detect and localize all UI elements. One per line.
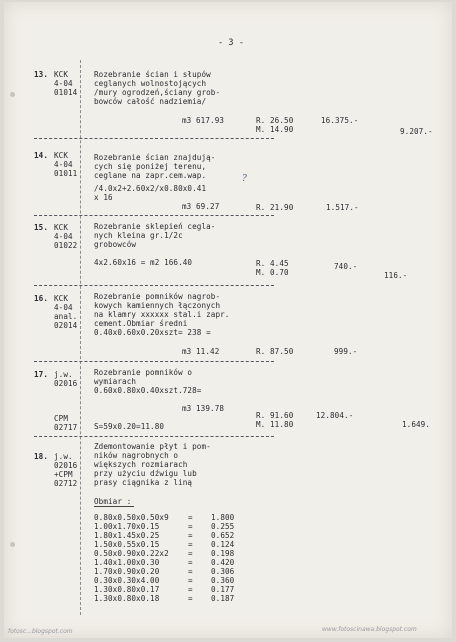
obmiar-expression: 1.30x0.80x0.18 [94,594,160,603]
obmiar-result: 0.124 [211,540,235,549]
item-code: 02712 [54,479,78,488]
obmiar-equals: = [188,540,193,549]
obmiar-equals: = [188,522,193,531]
description-line: Rozebranie pomników o [94,368,193,377]
description-line: 0.40x0.60x0.20xszt= 238 = [94,328,211,337]
description-line: Rozebranie sklepień cegla- [94,222,216,231]
description-line: Rozebranie ścian znajdują- [94,153,216,162]
obmiar-result: 0.420 [211,558,235,567]
obmiar-expression: 0.50x0.90x0.22x2 [94,549,169,558]
sum: 12.804.- [316,411,354,420]
obmiar-equals: = [188,549,193,558]
item-separator [34,436,274,437]
obmiar-result: 0.177 [211,585,235,594]
rate: M. 14.90 [256,125,294,134]
obmiar-equals: = [188,567,193,576]
rate: R. 21.90 [256,203,294,212]
item-code: CPM [54,414,69,423]
description-line: większych rozmiarach [94,460,188,469]
punch-hole [10,92,15,97]
item-code: 02717 [54,423,78,432]
rate: M. 11.80 [256,420,294,429]
sum: 999.- [334,347,358,356]
punch-hole [10,542,15,547]
rate: R. 4.45 [256,259,289,268]
item-separator [34,361,274,362]
description-line: ceglane na zapr.cem.wap. [94,171,207,180]
obmiar-expression: 1.40x1.00x0.30 [94,558,160,567]
document-page [4,2,452,638]
description-line: nych kleina gr.1/2c [94,231,183,240]
item-code: 4-04 [54,79,73,88]
item-separator [34,285,274,286]
formula-line: 4x2.60x16 = m2 166.40 [94,258,193,267]
description-line: na klamry xxxxxx stal.i zapr. [94,310,230,319]
item-separator [34,215,274,216]
obmiar-expression: 1.50x0.55x0.15 [94,540,160,549]
formula-line: /4.0x2+2.60x2/x0.80x0.41 [94,184,207,193]
pencil-mark: ? [242,174,247,184]
description-line: Rozebranie ścian i słupów [94,70,211,79]
obmiar-equals: = [188,513,193,522]
item-number: 15. [34,223,49,232]
item-code: KCK [54,151,69,160]
obmiar-equals: = [188,576,193,585]
obmiar-expression: 0.80x0.50x0.50x9 [94,513,169,522]
description-line: Zdemontowanie płyt i pom- [94,442,211,451]
sum: 740.- [334,262,358,271]
description-line: wymiarach [94,377,137,386]
obmiar-equals: = [188,531,193,540]
rate: R. 87.50 [256,347,294,356]
obmiar-result: 0.306 [211,567,235,576]
item-code: 4-04 [54,303,73,312]
obmiar-expression: 1.30x0.80x0.17 [94,585,160,594]
description-line: grobowców [94,240,137,249]
description-line: cement.Obmiar średni [94,319,188,328]
obmiar-expression: 1.80x1.45x0.25 [94,531,160,540]
obmiar-expression: 1.70x0.90x0.20 [94,567,160,576]
item-number: 17. [34,370,49,379]
obmiar-result: 0.360 [211,576,235,585]
description-line: cych się poniżej terenu, [94,162,207,171]
obmiar-result: 1.800 [211,513,235,522]
item-code: j.w. [54,452,73,461]
rate: R. 91.60 [256,411,294,420]
item-code: 01014 [54,88,78,97]
obmiar-expression: 0.30x0.30x4.00 [94,576,160,585]
item-code: j.w. [54,370,73,379]
description-line: bowców całość nadziemia/ [94,97,207,106]
watermark-left: fotosc...blogspot.com [8,628,73,635]
item-code: 02014 [54,321,78,330]
obmiar-result: 0.255 [211,522,235,531]
formula-line: S=59x0.20=11.80 [94,422,165,431]
description-line: kowych kamiennych łączonych [94,301,221,310]
right-total: 116.- [384,271,408,280]
item-code: 02016 [54,461,78,470]
obmiar-expression: 1.00x1.70x0.15 [94,522,160,531]
rate: R. 26.50 [256,116,294,125]
quantity: m3 11.42 [182,347,220,356]
description-line: 0.60x0.80x0.40xszt.728= [94,386,202,395]
quantity: m3 69.27 [182,202,220,211]
column-divider [80,60,81,615]
item-code: 01011 [54,169,78,178]
item-code: KCK [54,70,69,79]
item-code: 01022 [54,241,78,250]
description-line: /mury ogrodzeń,ściany grob- [94,88,221,97]
right-total: 9.207.- [400,127,433,136]
item-code: KCK [54,294,69,303]
item-code: KCK [54,223,69,232]
obmiar-result: 0.198 [211,549,235,558]
obmiar-equals: = [188,585,193,594]
rate: M. 0.70 [256,268,289,277]
quantity: m3 139.78 [182,404,225,413]
item-number: 18. [34,452,49,461]
description-line: ników nagrobnych o [94,451,179,460]
item-code: anal. [54,312,78,321]
quantity: m3 617.93 [182,116,225,125]
description-line: prasy ciągnika z liną [94,478,193,487]
obmiar-result: 0.187 [211,594,235,603]
obmiar-equals: = [188,594,193,603]
obmiar-underline [94,506,134,507]
sum: 1.517.- [326,203,359,212]
item-number: 13. [34,70,49,79]
item-code: 4-04 [54,160,73,169]
item-separator [34,138,274,139]
watermark-right: www.fotoscinawa.blogspot.com [322,626,417,633]
right-total: 1.649. [402,420,431,429]
item-code: +CPM [54,470,73,479]
obmiar-label: Obmiar : [94,497,132,506]
description-line: przy użyciu dźwigu lub [94,469,197,478]
sum: 16.375.- [321,116,359,125]
description-line: Rozebranie pomników nagrob- [94,292,221,301]
item-number: 16. [34,294,49,303]
item-code: 02016 [54,379,78,388]
description-line: ceglanych wolnostojących [94,79,207,88]
item-code: 4-04 [54,232,73,241]
obmiar-equals: = [188,558,193,567]
page-number: - 3 - [218,38,245,48]
item-number: 14. [34,151,49,160]
obmiar-result: 0.652 [211,531,235,540]
formula-line: x 16 [94,193,113,202]
